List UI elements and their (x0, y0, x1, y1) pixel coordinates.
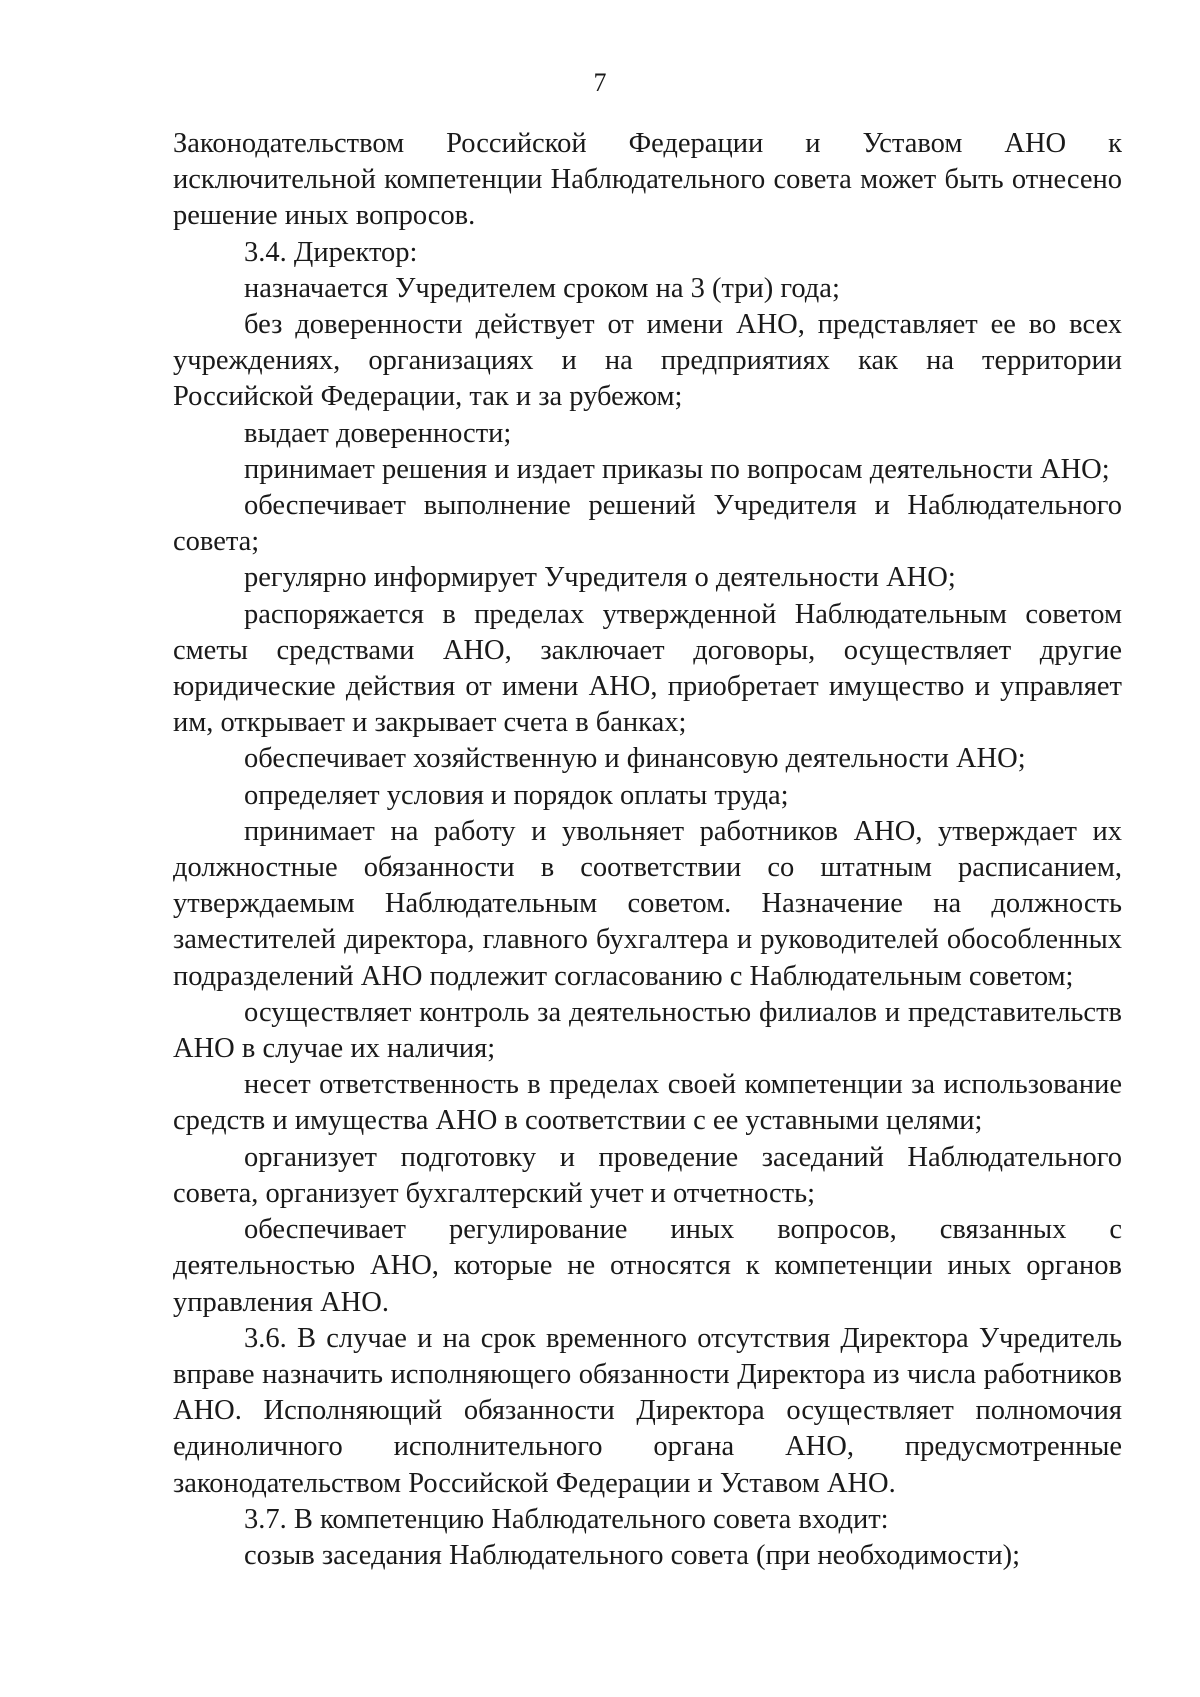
director-representation: без доверенности действует от имени АНО, представляет ее во всех учреждениях, организациях и на предприятиях как на территории Российской Федерации, так и за рубежом; (173, 309, 1122, 413)
director-other-issues: обеспечивает регулирование иных вопросов, связанных с деятельностью АНО, которые не относятся к компетенции иных органов управления АНО. (173, 1214, 1122, 1318)
director-budget-disposal: распоряжается в пределах утвержденной Наблюдательным советом сметы средствами АНО, заключает договоры, осуществляет другие юридические действия от имени АНО, приобретает имущество и управляет им, открывает и закрывает счета в банках; (173, 598, 1122, 739)
page-number: 7 (593, 68, 607, 97)
board-convening: созыв заседания Наблюдательного совета (при необходимости); (244, 1539, 1021, 1571)
director-orders: принимает решения и издает приказы по вопросам деятельности АНО; (244, 453, 1110, 485)
director-execution: обеспечивает выполнение решений Учредителя и Наблюдательного совета; (173, 490, 1122, 558)
director-hiring: принимает на работу и увольняет работников АНО, утверждает их должностные обязанности в соответствии со штатным расписанием, утверждаемым Наблюдательным советом. Назначение на должность заместителей директора, главного бухгалтера и руководителей обособленных подразделений АНО подлежит согласованию с Наблюдательным советом; (173, 815, 1122, 992)
director-informing: регулярно информирует Учредителя о деятельности АНО; (244, 562, 956, 594)
director-appointment: назначается Учредителем сроком на 3 (три) года; (244, 272, 840, 304)
section-3-6-acting-director: 3.6. В случае и на срок временного отсутствия Директора Учредитель вправе назначить исполняющего обязанности Директора из числа работников АНО. Исполняющий обязанности Директора осуществляет полномочия единоличного исполнительного органа АНО, предусмотренные законодательством Российской Федерации и Уставом АНО. (173, 1322, 1122, 1499)
director-power-of-attorney: выдает доверенности; (244, 417, 512, 449)
section-3-7-heading: 3.7. В компетенцию Наблюдательного совета входит: (244, 1503, 889, 1535)
director-branch-control: осуществляет контроль за деятельностью филиалов и представительств АНО в случае их наличия; (173, 996, 1122, 1065)
document-body (173, 126, 1122, 1574)
section-heading-director: 3.4. Директор: (244, 236, 418, 268)
director-meetings: организует подготовку и проведение заседаний Наблюдательного совета, организует бухгалтерский учет и отчетность; (173, 1141, 1122, 1209)
director-responsibility: несет ответственность в пределах своей компетенции за использование средств и имущества АНО в соответствии с ее уставными целями; (173, 1069, 1122, 1137)
paragraph-legislation-continuation: Законодательством Российской Федерации и Уставом АНО к исключительной компетенции Наблюдательного совета может быть отнесено решение иных вопросов. (173, 128, 1122, 232)
director-labor-conditions: определяет условия и порядок оплаты труда; (244, 779, 789, 811)
director-economic-activity: обеспечивает хозяйственную и финансовую деятельности АНО; (244, 743, 1026, 775)
